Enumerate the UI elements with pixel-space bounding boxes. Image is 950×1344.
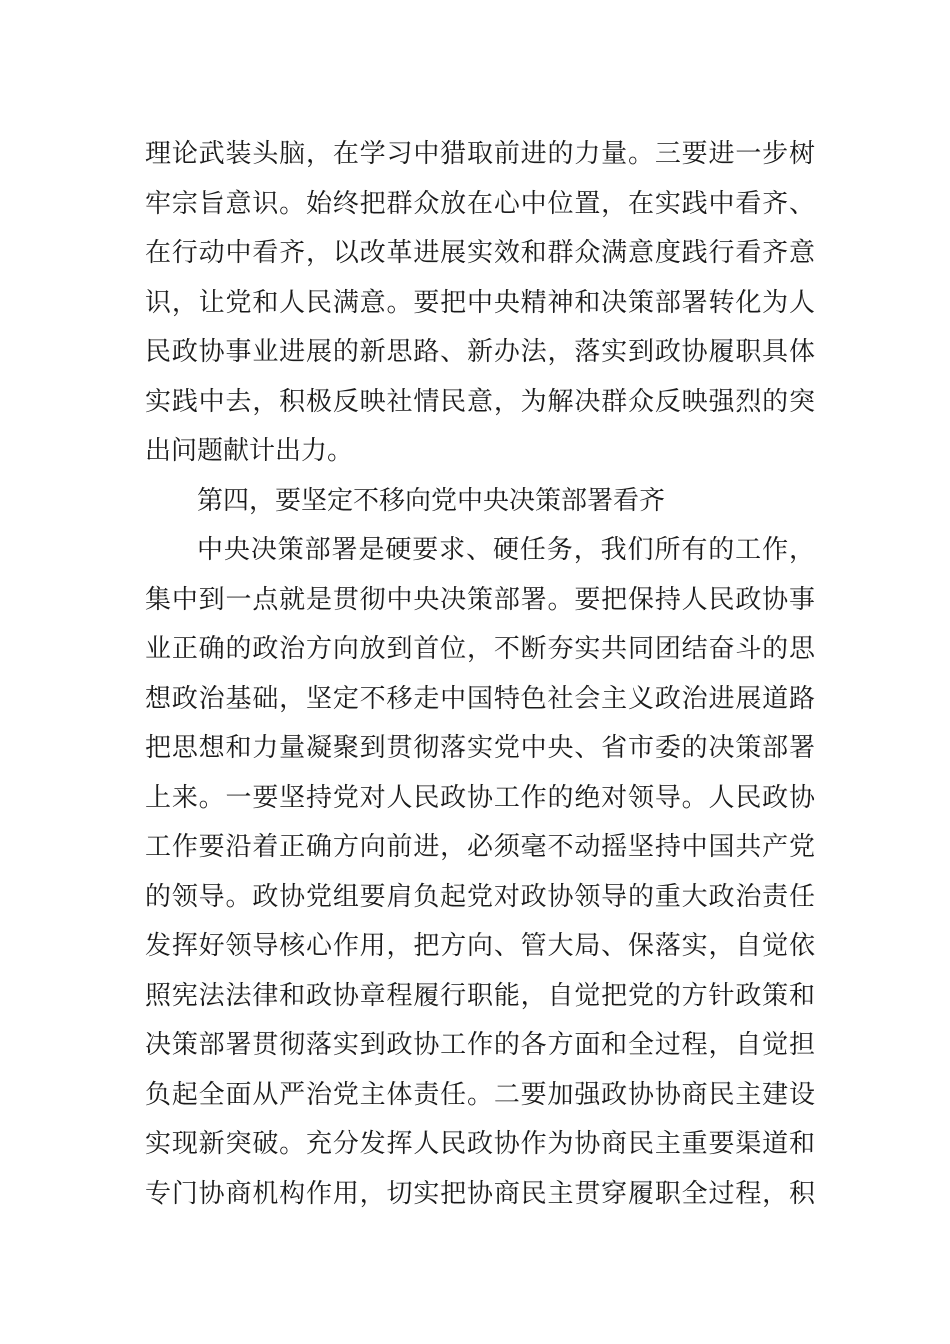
- text-line-2: 牢宗旨意识。始终把群众放在心中位置，在实践中看齐、: [145, 189, 815, 219]
- text-line-16: 的领导。政协党组要肩负起党对政协领导的重大政治责任: [145, 882, 815, 912]
- text-line-7: 出问题献计出力。: [145, 436, 354, 466]
- text-line-11: 业正确的政治方向放到首位，不断夯实共同团结奋斗的思: [145, 634, 815, 664]
- text-line-13: 把思想和力量凝聚到贯彻落实党中央、省市委的决策部署: [145, 733, 815, 763]
- text-line-19: 决策部署贯彻落实到政协工作的各方面和全过程，自觉担: [145, 1030, 815, 1060]
- text-line-22: 专门协商机构作用，切实把协商民主贯穿履职全过程，积: [145, 1179, 815, 1209]
- text-line-6: 实践中去，积极反映社情民意，为解决群众反映强烈的突: [145, 387, 815, 417]
- text-line-14: 上来。一要坚持党对人民政协工作的绝对领导。人民政协: [145, 783, 815, 813]
- text-line-20: 负起全面从严治党主体责任。二要加强政协协商民主建设: [145, 1080, 815, 1110]
- section-heading: 第四，要坚定不移向党中央决策部署看齐: [197, 486, 666, 516]
- text-line-3: 在行动中看齐，以改革进展实效和群众满意度践行看齐意: [145, 238, 815, 268]
- text-line-1: 理论武装头脑，在学习中猎取前进的力量。三要进一步树: [145, 139, 815, 169]
- text-line-4: 识，让党和人民满意。要把中央精神和决策部署转化为人: [145, 288, 815, 318]
- text-line-5: 民政协事业进展的新思路、新办法，落实到政协履职具体: [145, 337, 815, 367]
- text-line-18: 照宪法法律和政协章程履行职能，自觉把党的方针政策和: [145, 981, 815, 1011]
- paragraph-first-line: 中央决策部署是硬要求、硬任务，我们所有的工作，: [197, 535, 815, 565]
- text-line-17: 发挥好领导核心作用，把方向、管大局、保落实，自觉依: [145, 931, 815, 961]
- text-line-12: 想政治基础，坚定不移走中国特色社会主义政治进展道路: [145, 684, 815, 714]
- text-line-15: 工作要沿着正确方向前进，必须毫不动摇坚持中国共产党: [145, 832, 815, 862]
- text-line-21: 实现新突破。充分发挥人民政协作为协商民主重要渠道和: [145, 1129, 815, 1159]
- text-line-10: 集中到一点就是贯彻中央决策部署。要把保持人民政协事: [145, 585, 815, 615]
